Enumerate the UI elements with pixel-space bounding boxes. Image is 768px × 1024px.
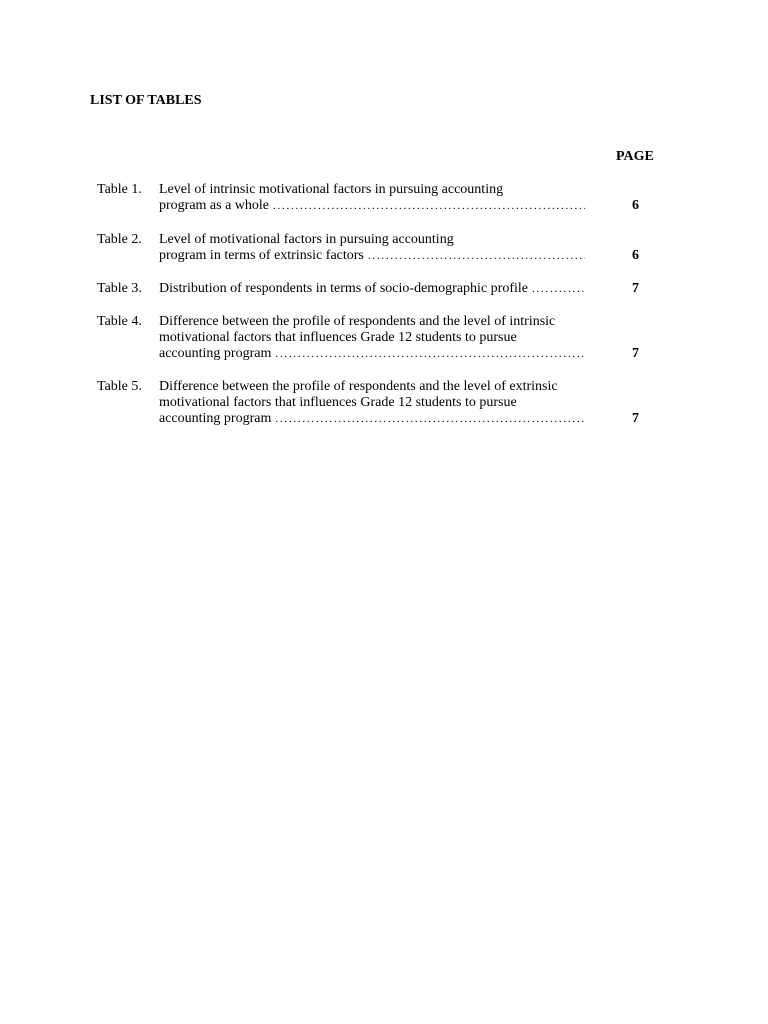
toc-entry-title [159, 379, 585, 427]
toc-entry-page-number: 7 [632, 281, 639, 296]
dot-leader [532, 281, 585, 297]
dot-leader [368, 248, 585, 264]
dot-leader [273, 198, 585, 214]
toc-entry-line: motivational factors that influences Grade 12 students to pursue [159, 330, 517, 345]
toc-entry-title [159, 182, 585, 214]
toc-entry-line: motivational factors that influences Grade 12 students to pursue [159, 395, 517, 410]
toc-entry-label: Table 1. [97, 182, 142, 197]
toc-entry-page-number: 7 [632, 411, 639, 426]
toc-entry-line: Difference between the profile of respondents and the level of extrinsic [159, 379, 558, 394]
toc-entry-line: program in terms of extrinsic factors [159, 248, 364, 263]
toc-entry-page-number: 7 [632, 346, 639, 361]
dot-leader [275, 411, 585, 427]
toc-entry-line: Level of motivational factors in pursuing accounting [159, 232, 454, 247]
toc-entry-page-number: 6 [632, 248, 639, 263]
dot-leader [275, 346, 585, 362]
toc-entry-page-number: 6 [632, 198, 639, 213]
toc-entry-title [159, 281, 585, 297]
toc-entry-line: Distribution of respondents in terms of socio-demographic profile [159, 281, 528, 296]
toc-entry-line: Difference between the profile of respondents and the level of intrinsic [159, 314, 556, 329]
toc-entry-label: Table 2. [97, 232, 142, 247]
toc-entry-line: accounting program [159, 346, 272, 361]
page-column-heading: PAGE [616, 149, 654, 164]
list-of-tables-heading: LIST OF TABLES [90, 93, 202, 108]
toc-entry-title [159, 232, 585, 264]
toc-entry-line: program as a whole [159, 198, 270, 213]
toc-entry-label: Table 3. [97, 281, 142, 296]
toc-entry-line: accounting program [159, 411, 272, 426]
toc-entry-label: Table 4. [97, 314, 142, 329]
toc-entry-label: Table 5. [97, 379, 142, 394]
toc-entry-line: Level of intrinsic motivational factors in pursuing accounting [159, 182, 504, 197]
toc-entry-title [159, 314, 585, 362]
